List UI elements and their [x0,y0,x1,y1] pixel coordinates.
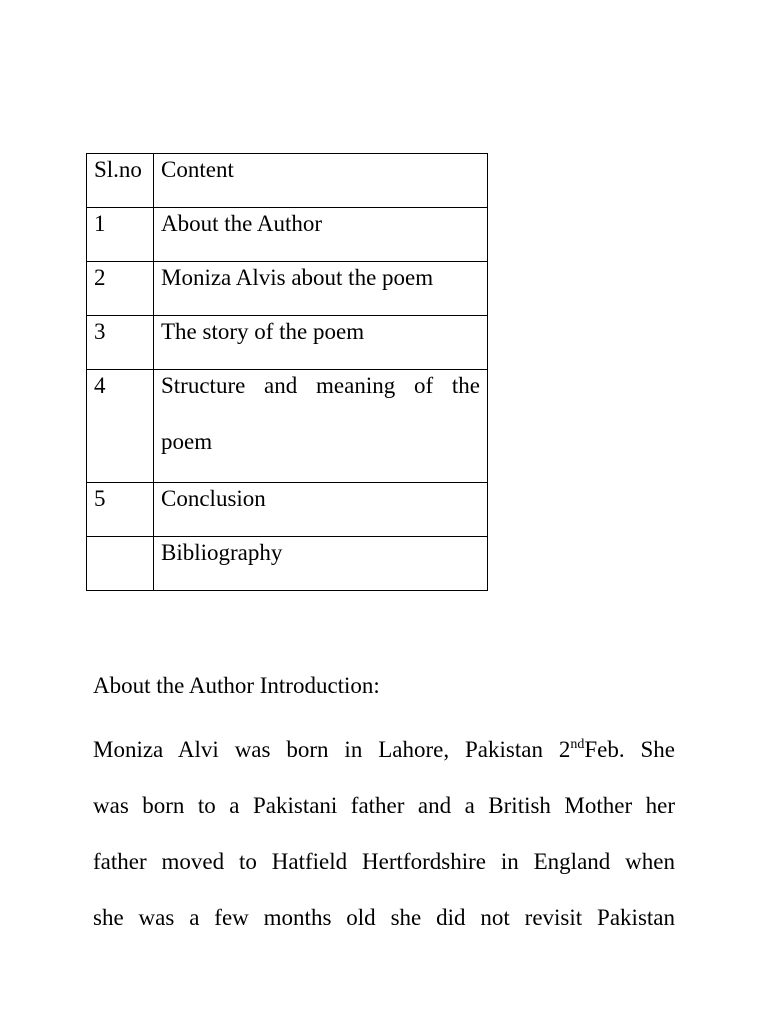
row-number: 5 [87,483,154,537]
row-content: About the Author [154,208,488,262]
table-row [87,208,488,262]
row-number: 4 [87,370,154,483]
header-slno: Sl.no [87,154,154,208]
ordinal-superscript: nd [570,737,585,752]
section-heading: About the Author Introduction: [93,673,380,698]
table-row [87,370,488,483]
line-text: Moniza Alvi was born in Lahore, Pakistan 2 [93,737,571,762]
row-content-line-2: poem [161,429,213,454]
table-header-row [87,154,488,208]
row-content: Conclusion [154,483,488,537]
table-row [87,262,488,316]
paragraph-line: father moved to Hatfield Hertfordshire in England when [93,849,675,874]
table-row [87,316,488,370]
line-text: Feb. She [584,737,675,762]
table-row [87,483,488,537]
paragraph-line [93,735,675,791]
row-content: Moniza Alvis about the poem [154,262,488,316]
row-content: The story of the poem [154,316,488,370]
contents-table [86,153,488,591]
header-content: Content [154,154,488,208]
paragraph-line: was born to a Pakistani father and a British Mother her [93,793,675,818]
row-number: 1 [87,208,154,262]
intro-paragraph [93,735,675,959]
table-row [87,537,488,591]
row-content-line-1: Structure and meaning of the [161,373,480,398]
paragraph-line: she was a few months old she did not revisit Pakistan [93,905,675,930]
row-content: Bibliography [154,537,488,591]
row-number [87,537,154,591]
row-number: 3 [87,316,154,370]
row-number: 2 [87,262,154,316]
row-content [154,370,488,483]
